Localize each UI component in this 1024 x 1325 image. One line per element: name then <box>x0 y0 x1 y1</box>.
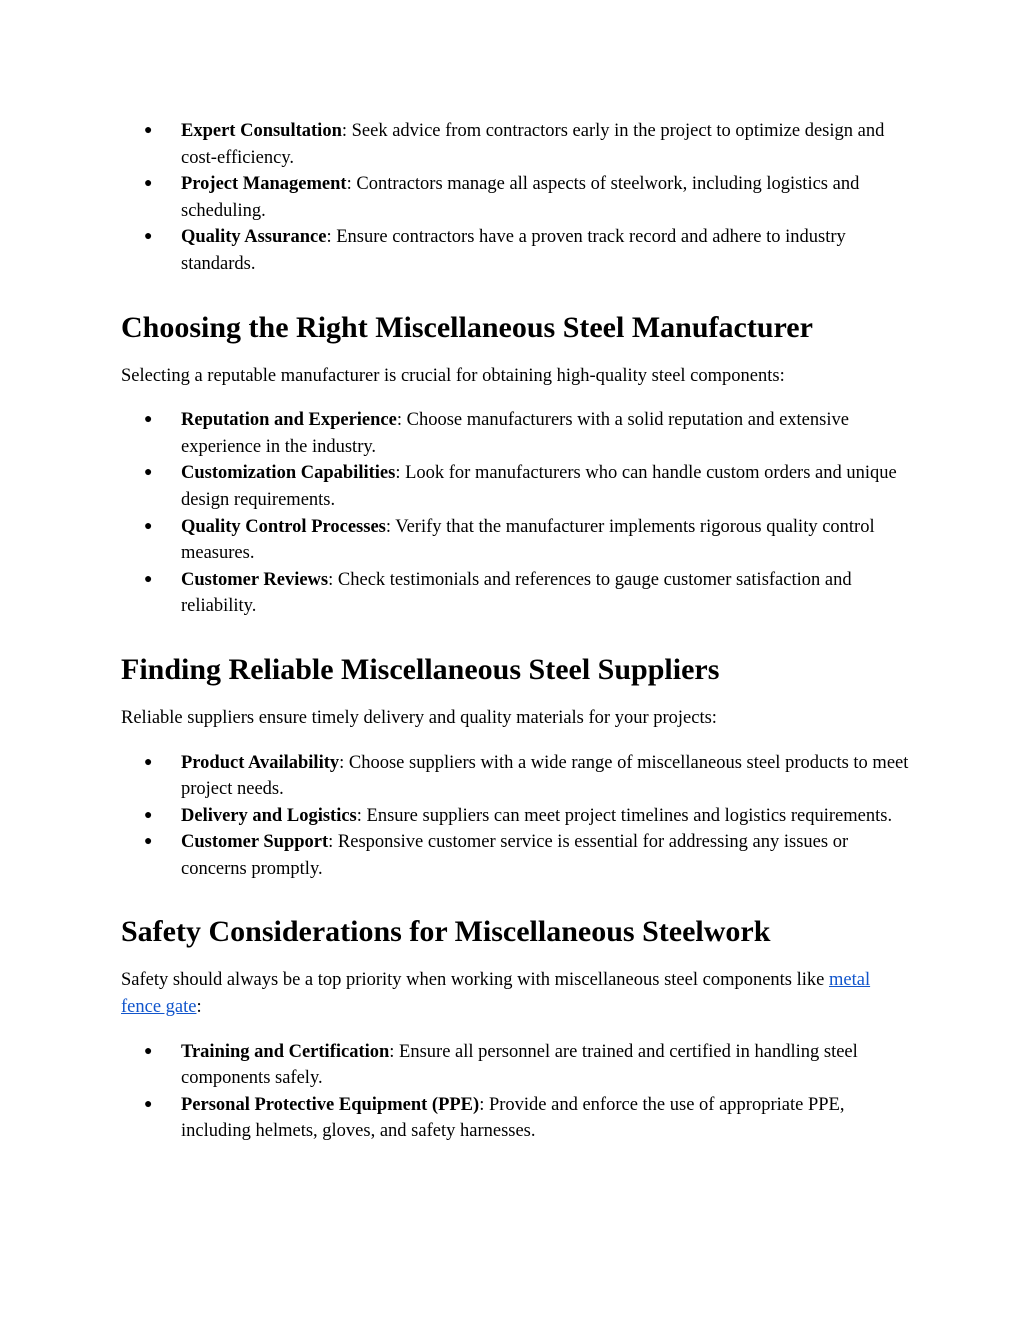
list-item <box>121 829 911 882</box>
section-heading-safety: Safety Considerations for Miscellaneous Steelwork <box>121 915 771 949</box>
list-item <box>121 460 911 513</box>
list-item-text: : Choose manufacturers with a solid reputation and extensive experience in the industry. <box>181 410 849 457</box>
list-item-text: : Seek advice from contractors early in the project to optimize design and cost-efficiency. <box>181 121 885 168</box>
section-intro-suppliers: Reliable suppliers ensure timely delivery and quality materials for your projects: <box>121 707 717 728</box>
list-item-text: : Responsive customer service is essential for addressing any issues or concerns promptly. <box>181 832 849 879</box>
list-item-term: Customization Capabilities <box>181 463 396 484</box>
bullet-icon: ● <box>144 229 153 245</box>
list-item <box>121 514 911 567</box>
metal-fence-gate-link[interactable]: metal fence gate <box>121 970 871 1018</box>
list-item <box>121 803 911 830</box>
list-item-text: : Look for manufacturers who can handle custom orders and unique design requirements. <box>181 463 897 510</box>
safety-measures-list <box>121 1039 911 1145</box>
supplier-criteria-list <box>121 750 911 883</box>
list-item <box>121 750 911 803</box>
list-item <box>121 171 911 224</box>
list-item <box>121 567 911 620</box>
list-item-text: : Check testimonials and references to gauge customer satisfaction and reliability. <box>181 569 852 617</box>
list-item-text: : Ensure contractors have a proven track record and adhere to industry standards. <box>181 227 846 274</box>
list-item <box>121 407 911 460</box>
list-item-text: : Contractors manage all aspects of steelwork, including logistics and scheduling. <box>181 174 860 221</box>
list-item <box>121 1092 911 1145</box>
list-item-term: Quality Assurance <box>181 227 327 248</box>
list-item <box>121 1039 911 1092</box>
bullet-icon: ● <box>144 412 153 428</box>
bullet-icon: ● <box>144 518 153 534</box>
bullet-icon: ● <box>144 834 153 850</box>
bullet-icon: ● <box>144 807 153 823</box>
list-item-term: Reputation and Experience <box>181 410 397 431</box>
list-item <box>121 118 911 171</box>
bullet-icon: ● <box>144 176 153 192</box>
bullet-icon: ● <box>144 571 153 587</box>
list-item-term: Customer Support <box>181 832 329 853</box>
section-intro-safety <box>121 967 911 1020</box>
list-item-term: Training and Certification <box>181 1041 390 1062</box>
bullet-icon: ● <box>144 465 153 481</box>
list-item-term: Personal Protective Equipment (PPE) <box>181 1094 480 1115</box>
bullet-icon: ● <box>144 754 153 770</box>
list-item-text: : Choose suppliers with a wide range of miscellaneous steel products to meet project needs. <box>181 752 909 800</box>
list-item-term: Product Availability <box>181 752 340 773</box>
list-item <box>121 224 911 277</box>
bullet-icon: ● <box>144 1043 153 1059</box>
list-item-term: Quality Control Processes <box>181 516 386 537</box>
intro-text: Safety should always be a top priority when working with miscellaneous steel components like <box>121 970 829 991</box>
bullet-icon: ● <box>144 1096 153 1112</box>
contractor-benefits-list <box>121 118 911 278</box>
document-page <box>121 118 911 1145</box>
section-intro-manufacturer: Selecting a reputable manufacturer is crucial for obtaining high-quality steel components: <box>121 365 785 386</box>
intro-text-end: : <box>196 997 202 1018</box>
list-item-term: Project Management <box>181 174 347 195</box>
list-item-text: : Ensure all personnel are trained and certified in handling steel components safely. <box>181 1041 858 1089</box>
list-item-term: Delivery and Logistics <box>181 805 357 826</box>
list-item-term: Expert Consultation <box>181 121 342 141</box>
section-heading-manufacturer: Choosing the Right Miscellaneous Steel Manufacturer <box>121 310 813 344</box>
list-item-text: : Verify that the manufacturer implements rigorous quality control measures. <box>181 516 875 564</box>
list-item-text: : Ensure suppliers can meet project timelines and logistics requirements. <box>356 805 893 826</box>
section-heading-suppliers: Finding Reliable Miscellaneous Steel Suppliers <box>121 652 720 686</box>
list-item-term: Customer Reviews <box>181 569 329 590</box>
bullet-icon: ● <box>144 123 153 138</box>
list-item-text: : Provide and enforce the use of appropriate PPE, including helmets, gloves, and safety harnesses. <box>181 1094 845 1142</box>
manufacturer-criteria-list <box>121 407 911 620</box>
